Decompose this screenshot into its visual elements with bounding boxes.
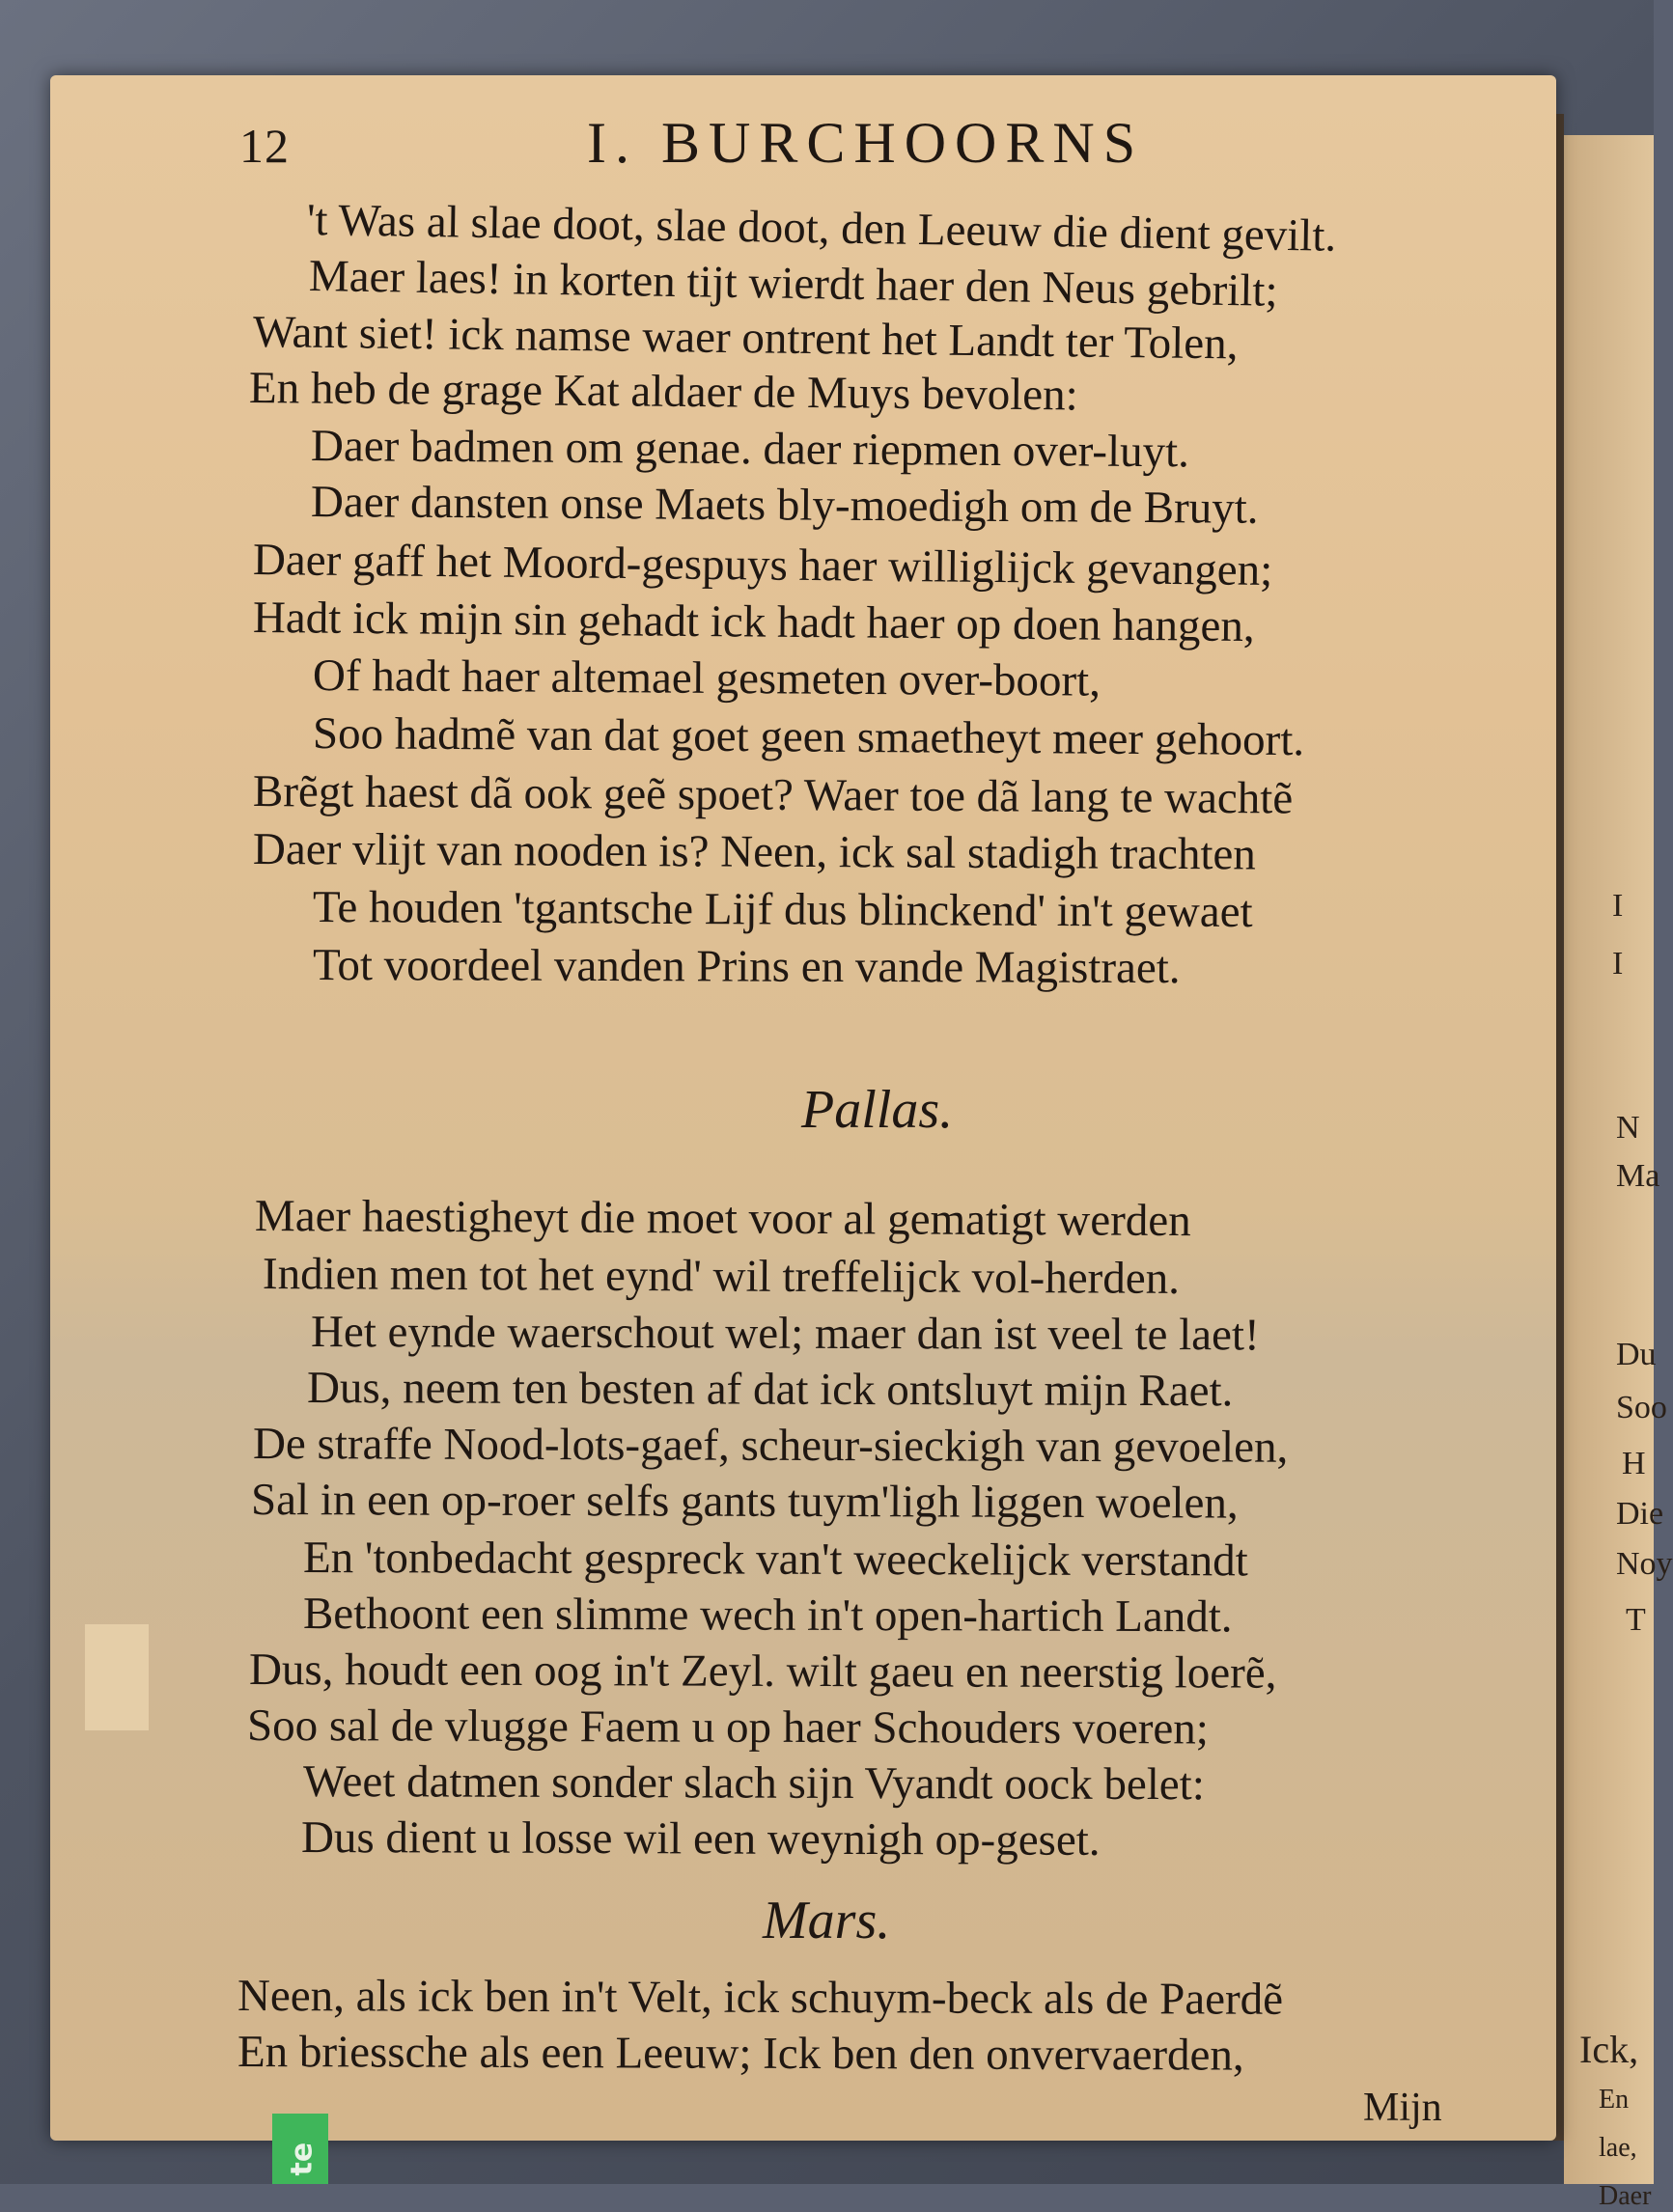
verse-line: Maer haestigheyt die moet voor al gematigt werden: [254, 1191, 1191, 1247]
facing-page-glyph: Noy: [1616, 1546, 1673, 1582]
facing-page-glyph: Ick,: [1579, 2028, 1639, 2071]
verse-line: Daer dansten onse Maets bly-moedigh om de Bruyt.: [310, 477, 1259, 534]
speaker-heading-mars: Mars.: [763, 1891, 891, 1950]
verse-line: Daer badmen om genae. daer riepmen over-luyt.: [310, 421, 1190, 478]
verse-line: Sal in een op-roer selfs gants tuym'ligh liggen woelen,: [250, 1475, 1239, 1529]
verse-line: Indien men tot het eynd' wil treffelijck vol-herden.: [262, 1249, 1181, 1304]
facing-page-glyph: Soo: [1616, 1390, 1667, 1425]
verse-line: Het eynde waerschout wel; maer dan ist veel te laet!: [310, 1307, 1260, 1361]
catchword: Mijn: [1363, 2086, 1442, 2130]
verse-line: 't Was al slae doot, slae doot, den Leeuw die dient gevilt.: [306, 195, 1337, 262]
verse-line: Weet datmen sonder slach sijn Vyandt oock belet:: [302, 1756, 1205, 1811]
page-number: 12: [239, 119, 290, 173]
speaker-heading-pallas: Pallas.: [801, 1080, 954, 1140]
facing-page-glyph: En: [1599, 2085, 1630, 2115]
facing-page-glyph: I: [1612, 946, 1624, 982]
page-header: [239, 111, 1243, 185]
verse-line: Bethoont een slimme wech in't open-hartich Landt.: [302, 1589, 1233, 1643]
facing-page-glyph: I: [1612, 888, 1624, 924]
facing-page-glyph: lae,: [1599, 2133, 1637, 2163]
facing-page-glyph: Die: [1616, 1496, 1664, 1532]
verse-line: Want siet! ick namse waer ontrent het Landt ter Tolen,: [252, 307, 1239, 370]
verse-line: En briessche als een Leeuw; Ick ben den onvervaerden,: [237, 2027, 1244, 2081]
verse-line: Daer vlijt van nooden is? Neen, ick sal stadigh trachten: [252, 824, 1257, 880]
verse-line: Maer laes! in korten tijt wierdt haer den Neus gebrilt;: [308, 251, 1278, 317]
verse-line: Neen, als ick ben in't Velt, ick schuym-beck als de Paerdẽ: [237, 1971, 1284, 2025]
facing-page-glyph: Ma: [1616, 1158, 1660, 1194]
verse-line: Tot voordeel vanden Prins en vande Magistraet.: [312, 940, 1181, 994]
verse-line: Dus, neem ten besten af dat ick ontsluyt mijn Raet.: [306, 1363, 1234, 1417]
facing-page-glyph: Du: [1616, 1337, 1657, 1372]
verse-line: En 'tonbedacht gespreck van't weeckelijck verstandt: [302, 1533, 1248, 1587]
verse-line: De straffe Nood-lots-gaef, scheur-sieckigh van gevoelen,: [252, 1419, 1289, 1473]
running-head: I. BURCHOORNS: [587, 111, 1145, 175]
green-tag-label: te: [285, 2142, 320, 2176]
verse-line: Hadt ick mijn sin gehadt ick hadt haer op doen hangen,: [252, 593, 1255, 652]
verse-line: Daer gaff het Moord-gespuys haer williglijck gevangen;: [252, 535, 1273, 596]
verse-line: Te houden 'tgantsche Lijf dus blinckend' in't gewaet: [312, 882, 1253, 938]
verse-line: Soo hadmẽ van dat goet geen smaetheyt meer gehoort.: [312, 708, 1305, 766]
verse-line: Brẽgt haest dã ook geẽ spoet? Waer toe dã lang te wachtẽ: [252, 766, 1294, 824]
verse-line: Soo sal de vlugge Faem u op haer Schouders voeren;: [246, 1700, 1209, 1755]
facing-page-glyph: T: [1626, 1602, 1646, 1638]
verse-line: Dus dient u losse wil een weynigh op-geset.: [300, 1812, 1101, 1866]
verse-line: Of hadt haer altemael gesmeten over-boort,: [312, 650, 1101, 706]
facing-page-glyph: Daer: [1599, 2181, 1652, 2211]
facing-page-glyph: H: [1622, 1446, 1646, 1481]
facing-page-glyph: N: [1616, 1110, 1640, 1146]
verse-line: En heb de grage Kat aldaer de Muys bevolen:: [248, 363, 1078, 421]
verse-line: Dus, houdt een oog in't Zeyl. wilt gaeu en neerstig loerẽ,: [248, 1645, 1277, 1699]
